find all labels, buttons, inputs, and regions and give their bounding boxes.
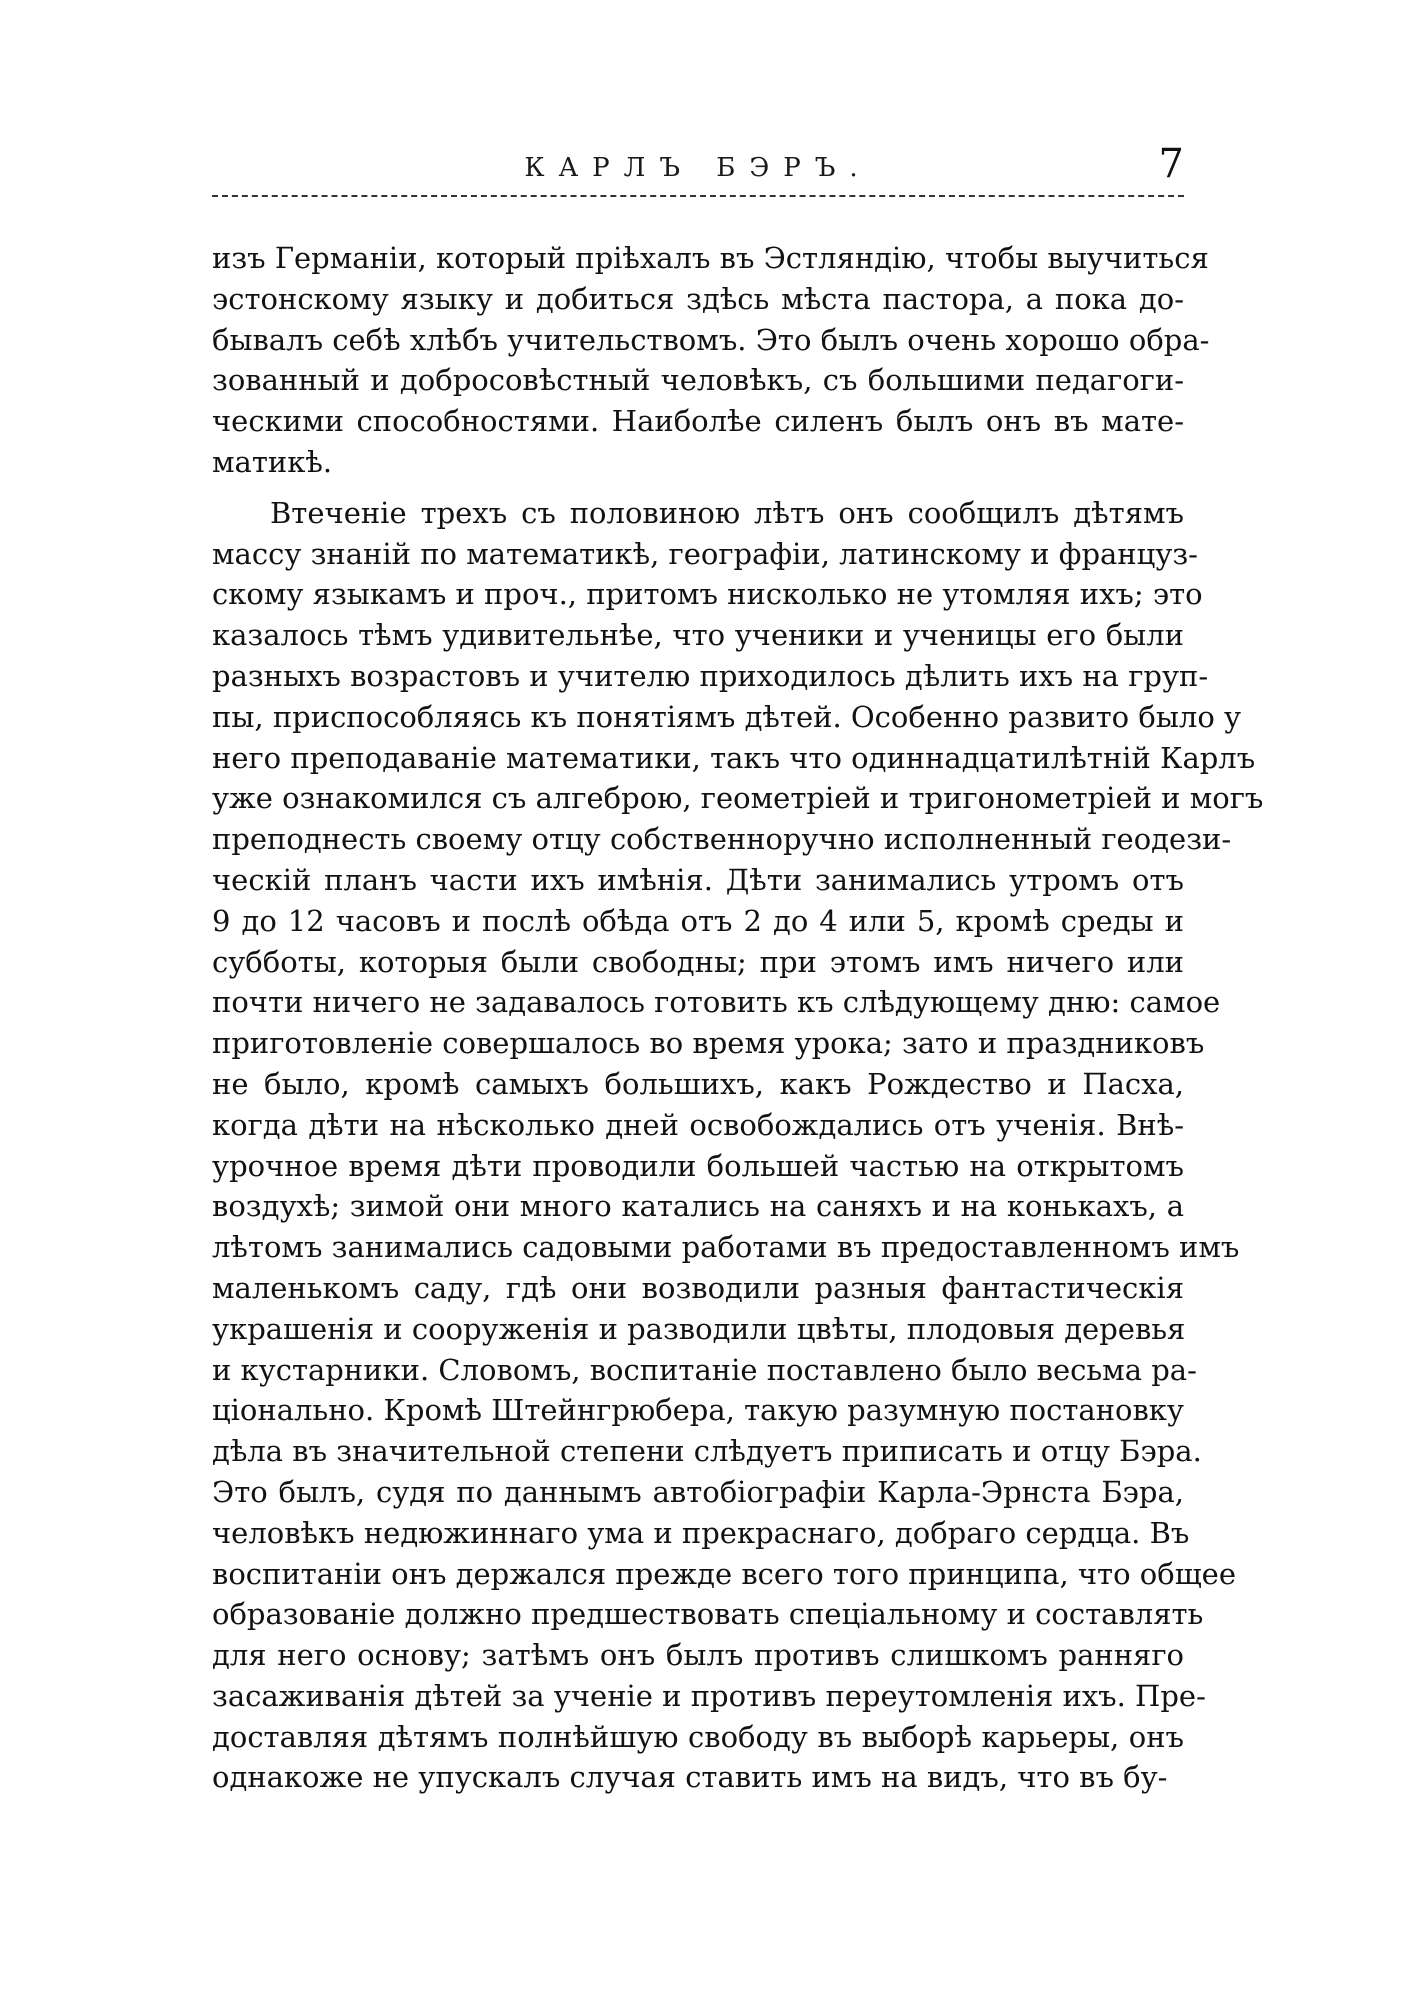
- text-line: 9 до 12 часовъ и послѣ обѣда отъ 2 до 4 или 5, кромѣ среды и: [212, 903, 1184, 938]
- header-rule: [212, 195, 1184, 197]
- text-line: субботы, которыя были свободны; при этомъ имъ ничего или: [212, 944, 1184, 979]
- text-line: ціонально. Кромѣ Штейнгрюбера, такую разумную постановку: [212, 1393, 1184, 1428]
- text-line: скому языкамъ и проч., притомъ нисколько не утомляя ихъ; это: [212, 577, 1203, 612]
- text-line: однакоже не упускалъ случая ставить имъ на видъ, что въ бу-: [212, 1760, 1168, 1795]
- text-line: образованіе должно предшествовать спеціальному и составлять: [212, 1597, 1204, 1632]
- text-line: разныхъ возрастовъ и учителю приходилось дѣлить ихъ на груп-: [212, 658, 1209, 693]
- text-line: человѣкъ недюжиннаго ума и прекраснаго, добраго сердца. Въ: [212, 1515, 1190, 1550]
- text-line: бывалъ себѣ хлѣбъ учительствомъ. Это былъ очень хорошо обра-: [212, 322, 1210, 357]
- text-line: ческими способностями. Наиболѣе силенъ былъ онъ въ мате-: [212, 404, 1184, 439]
- running-title: КАРЛЪ БЭРЪ.: [524, 153, 872, 183]
- text-line: для него основу; затѣмъ онъ былъ противъ слишкомъ ранняго: [212, 1638, 1184, 1673]
- text-line: Втеченіе трехъ съ половиною лѣтъ онъ сообщилъ дѣтямъ: [270, 495, 1184, 530]
- text-line: воздухѣ; зимой они много катались на саняхъ и на конькахъ, а: [212, 1189, 1184, 1224]
- paragraph: [212, 238, 1210, 483]
- text-line: доставляя дѣтямъ полнѣйшую свободу въ выборѣ карьеры, онъ: [212, 1719, 1184, 1754]
- paragraph-gap: [212, 483, 1184, 493]
- text-line: зованный и добросовѣстный человѣкъ, съ большими педагоги-: [212, 363, 1184, 398]
- text-line: эстонскому языку и добиться здѣсь мѣста пастора, а пока до-: [212, 281, 1184, 316]
- text-line: не было, кромѣ самыхъ большихъ, какъ Рождество и Пасха,: [212, 1066, 1184, 1101]
- text-line: дѣла въ значительной степени слѣдуетъ приписать и отцу Бэра.: [212, 1434, 1202, 1469]
- text-line: пы, приспособляясь къ понятіямъ дѣтей. Особенно развито было у: [212, 699, 1242, 734]
- text-line: лѣтомъ занимались садовыми работами въ предоставленномъ имъ: [212, 1230, 1240, 1265]
- text-line: Это былъ, судя по даннымъ автобіографіи Карла-Эрнста Бэра,: [212, 1474, 1184, 1509]
- text-line: украшенія и сооруженія и разводили цвѣты, плодовыя деревья: [212, 1311, 1186, 1346]
- text-line: массу знаній по математикѣ, географіи, латинскому и француз-: [212, 536, 1198, 571]
- text-line: воспитаніи онъ держался прежде всего того принципа, что общее: [212, 1556, 1236, 1591]
- page-header: [212, 141, 1184, 194]
- text-line: урочное время дѣти проводили большей частью на открытомъ: [212, 1148, 1184, 1183]
- text-line: маленькомъ саду, гдѣ они возводили разныя фантастическія: [212, 1270, 1184, 1305]
- paragraph: [212, 493, 1264, 1799]
- page-number: 7: [1158, 141, 1184, 187]
- text-line: него преподаваніе математики, такъ что одиннадцатилѣтній Карлъ: [212, 740, 1256, 775]
- text-line: почти ничего не задавалось готовить къ слѣдующему дню: самое: [212, 985, 1221, 1020]
- body-text: [212, 238, 1264, 1798]
- text-line: когда дѣти на нѣсколько дней освобождались отъ ученія. Внѣ-: [212, 1107, 1184, 1142]
- text-line: засаживанія дѣтей за ученіе и противъ переутомленія ихъ. Пре-: [212, 1678, 1206, 1713]
- text-line: приготовленіе совершалось во время урока; зато и праздниковъ: [212, 1026, 1205, 1061]
- text-line: изъ Германіи, который пріѣхалъ въ Эстляндію, чтобы выучиться: [212, 241, 1209, 275]
- text-line: преподнесть своему отцу собственноручно исполненный геодези-: [212, 822, 1232, 857]
- text-line: матикѣ.: [212, 444, 333, 479]
- text-line: уже ознакомился съ алгеброю, геометріей и тригонометріей и могъ: [212, 781, 1264, 816]
- text-line: ческій планъ части ихъ имѣнія. Дѣти занимались утромъ отъ: [212, 862, 1184, 897]
- text-line: казалось тѣмъ удивительнѣе, что ученики и ученицы его были: [212, 618, 1184, 653]
- text-line: и кустарники. Словомъ, воспитаніе поставлено было весьма ра-: [212, 1352, 1197, 1387]
